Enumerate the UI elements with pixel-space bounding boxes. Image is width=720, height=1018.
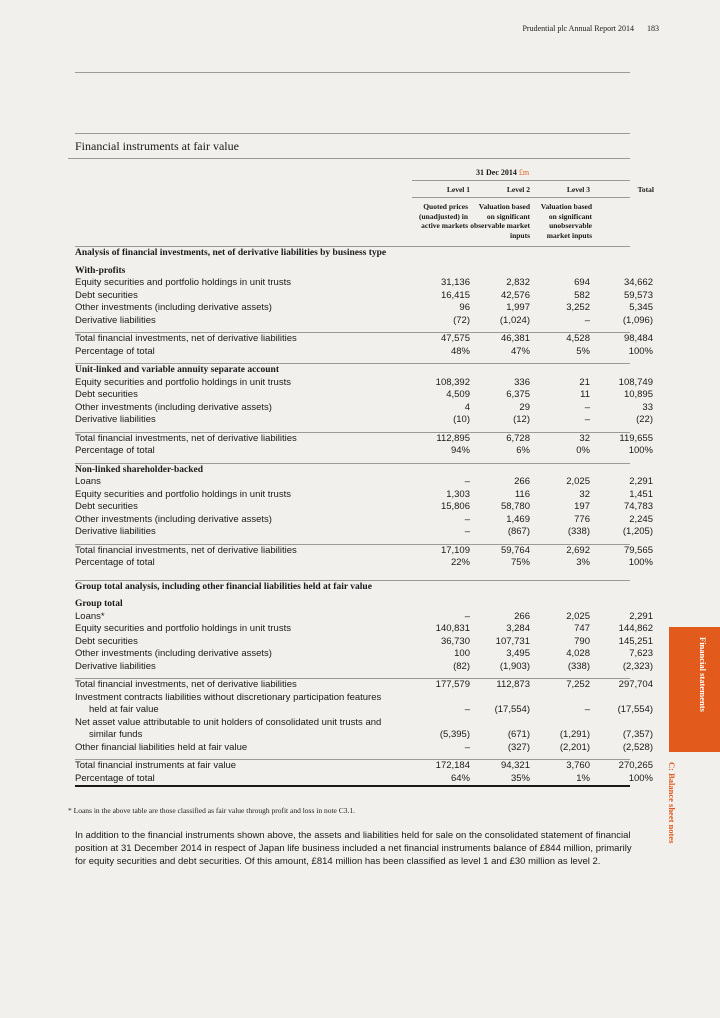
cell-total: 144,862: [618, 623, 653, 634]
footnote: * Loans in the above table are those classified as fair value through profit and loss in note C3.1.: [68, 806, 356, 815]
cell-level2: 2,832: [506, 277, 530, 288]
table-row: [75, 314, 653, 328]
cell-level2: 47%: [510, 345, 530, 357]
col-desc-level2: Valuation based on significant observable market inputs: [470, 202, 530, 240]
cell-level3: 32: [579, 432, 590, 444]
cell-level3: 32: [579, 488, 590, 500]
table-row: [75, 414, 653, 427]
cell-level3: –: [584, 414, 590, 425]
cell-level2: (17,554): [494, 704, 530, 715]
table-row: [75, 623, 653, 636]
cell-total: 100%: [628, 557, 653, 568]
row-label: Percentage of total: [75, 445, 155, 456]
cell-level3: 4,028: [566, 648, 590, 659]
cell-level1: –: [464, 741, 470, 753]
period-divider: [412, 180, 630, 181]
cell-total: 270,265: [618, 760, 653, 771]
row-label: With-profits: [75, 265, 126, 276]
cell-total: (17,554): [617, 704, 653, 715]
row-label: Derivative liabilities: [75, 414, 156, 425]
row-label: Total financial investments, net of derivative liabilities: [75, 432, 297, 444]
cell-total: 98,484: [623, 333, 653, 344]
table-row: [75, 432, 653, 446]
cell-level2: 1,997: [506, 302, 530, 313]
row-label: Equity securities and portfolio holdings in unit trusts: [75, 488, 291, 500]
cell-level3: 790: [574, 635, 590, 647]
cell-level1: 100: [454, 648, 470, 659]
row-label: Other investments (including derivative assets): [75, 401, 272, 413]
row-label: Analysis of financial investments, net of derivative liabilities by business type: [75, 248, 387, 258]
cell-total: 59,573: [623, 289, 653, 301]
table-heading-row: [75, 463, 630, 477]
table-row: [75, 488, 653, 502]
cell-level1: 47,575: [440, 333, 470, 344]
row-label: Total financial investments, net of derivative liabilities: [75, 333, 297, 344]
cell-level3: 0%: [576, 445, 590, 456]
cell-level2: (1,903): [499, 660, 530, 672]
cell-level1: 96: [459, 302, 470, 313]
row-label: Percentage of total: [75, 557, 155, 568]
section-title: Financial instruments at fair value: [75, 139, 239, 153]
cell-level3: 582: [574, 289, 590, 301]
cell-total: 5,345: [629, 302, 653, 313]
tab-financial-statements-label: Financial statements: [698, 637, 708, 712]
cell-level2: 59,764: [500, 544, 530, 556]
cell-level1: –: [464, 513, 470, 525]
header-divider: [75, 72, 630, 73]
table-row: [75, 717, 630, 730]
cell-level1: 17,109: [440, 544, 470, 556]
row-label: Other investments (including derivative assets): [75, 302, 272, 313]
title-divider: [68, 158, 630, 159]
cell-level3: 11: [580, 389, 590, 400]
table-row: [75, 648, 653, 661]
cell-level2: 266: [514, 610, 530, 622]
cell-level1: (5,395): [439, 729, 470, 740]
row-label: Other investments (including derivative assets): [75, 513, 272, 525]
cell-level1: 48%: [450, 345, 470, 357]
cell-level3: 747: [574, 623, 590, 634]
table-row: [75, 389, 653, 402]
cell-level1: –: [464, 476, 470, 487]
table-row: [75, 557, 653, 570]
row-label: Total financial investments, net of derivative liabilities: [75, 544, 297, 556]
cell-level1: 177,579: [435, 679, 470, 690]
row-label: Debt securities: [75, 635, 138, 647]
cell-total: 33: [642, 401, 653, 413]
cell-total: 79,565: [623, 544, 653, 556]
period-unit: £m: [518, 168, 530, 177]
cell-level1: 140,831: [435, 623, 470, 634]
cell-level2: 112,873: [496, 679, 530, 690]
cell-total: 100%: [628, 772, 653, 784]
cell-level2: 94,321: [500, 760, 530, 771]
cell-level2: 3,284: [506, 623, 530, 634]
running-header: [522, 24, 659, 33]
cell-level3: 5%: [576, 345, 590, 357]
cell-total: (2,323): [622, 660, 653, 672]
cell-total: 74,783: [623, 501, 653, 512]
cell-total: (2,528): [622, 741, 653, 753]
cell-level3: 4,528: [566, 333, 590, 344]
table-row: [75, 401, 653, 415]
cell-level1: 36,730: [440, 635, 470, 647]
cell-level1: 112,895: [436, 432, 470, 444]
cell-level1: 94%: [450, 445, 470, 456]
cell-level2: 42,576: [500, 289, 530, 301]
cell-level1: 172,184: [435, 760, 470, 771]
cell-level2: (1,024): [499, 314, 530, 326]
cell-level3: –: [584, 401, 590, 413]
page-number: 183: [647, 24, 659, 33]
row-label: Debt securities: [75, 501, 138, 512]
table-row: [75, 476, 653, 489]
row-label: similar funds: [89, 729, 143, 740]
row-label: Debt securities: [75, 289, 138, 301]
cell-level1: 1,303: [446, 488, 470, 500]
cell-total: 7,623: [629, 648, 653, 659]
cell-level2: 6,375: [506, 389, 530, 400]
col-level1: Level 1: [446, 185, 470, 194]
cell-total: 2,291: [629, 610, 653, 622]
cell-total: 1,451: [629, 488, 653, 500]
table-row: [75, 501, 653, 514]
cell-level1: 4,509: [446, 389, 470, 400]
cell-total: (22): [636, 414, 653, 425]
cell-level2: 6%: [516, 445, 530, 456]
cell-level2: 1,469: [506, 513, 530, 525]
table-row: [75, 302, 653, 315]
table-row: [75, 692, 630, 705]
col-desc-level1: Quoted prices (unadjusted) in active markets: [419, 202, 468, 230]
cell-level3: –: [584, 314, 590, 326]
cell-level2: 107,731: [495, 635, 530, 647]
row-label: Group total analysis, including other financial liabilities held at fair value: [75, 581, 372, 592]
row-label: Debt securities: [75, 389, 138, 400]
table-row: [75, 289, 653, 303]
col-level3: Level 3: [566, 185, 590, 194]
row-label: Group total: [75, 599, 123, 609]
cell-level2: 75%: [510, 557, 530, 568]
row-label: Net asset value attributable to unit holders of consolidated unit trusts and: [75, 716, 382, 728]
table-row: [75, 741, 653, 755]
table-row: [75, 277, 653, 290]
row-label: Equity securities and portfolio holdings in unit trusts: [75, 277, 291, 288]
row-label: Other financial liabilities held at fair value: [75, 741, 248, 753]
cell-level3: 21: [579, 376, 590, 388]
cell-total: 10,895: [623, 389, 653, 400]
fair-value-table: [75, 247, 653, 787]
row-label: Percentage of total: [75, 345, 155, 357]
cell-level1: 108,392: [435, 376, 470, 388]
cell-level3: 694: [574, 277, 590, 288]
row-label: Equity securities and portfolio holdings in unit trusts: [75, 623, 291, 634]
cell-total: 2,291: [629, 476, 653, 487]
cell-level3: (338): [567, 526, 590, 537]
body-paragraph: In addition to the financial instruments shown above, the assets and liabilities held for sale on the consolidated statement of financial position at 31 December 2014 in respect of Japan life business included a net financial instruments balance of £844 million, primarily for equity securities and debt securities. Of this amount, £814 million has been classified as level 1 and £30 million as level 2.: [75, 830, 632, 867]
cell-total: (1,205): [622, 526, 653, 537]
cell-level3: 7,252: [566, 679, 590, 690]
table-row: [75, 759, 653, 773]
table-row: [75, 610, 653, 624]
cell-total: (1,096): [622, 314, 653, 326]
cell-level1: 4: [464, 401, 470, 413]
cell-level1: –: [464, 704, 470, 715]
tab-balance-sheet-notes[interactable]: C: Balance sheet notes: [667, 762, 677, 844]
cell-level2: 58,780: [500, 501, 530, 512]
row-label: Non-linked shareholder-backed: [75, 464, 204, 475]
cell-level1: 64%: [450, 772, 470, 784]
cell-level2: 35%: [510, 772, 530, 784]
cell-level3: (1,291): [559, 729, 590, 740]
cell-level3: (2,201): [559, 741, 590, 753]
row-label: Derivative liabilities: [75, 660, 156, 672]
row-label: Loans*: [75, 610, 105, 622]
table-row: [75, 772, 653, 788]
cell-level3: 1%: [576, 772, 590, 784]
cell-level3: 3,252: [566, 302, 590, 313]
cell-total: 297,704: [618, 679, 653, 690]
table-heading-row: [75, 598, 630, 611]
table-row: [75, 332, 653, 346]
cell-total: 108,749: [618, 376, 653, 388]
cell-level1: (82): [453, 660, 470, 672]
row-label: Other investments (including derivative assets): [75, 648, 272, 659]
cell-level3: 2,025: [566, 610, 590, 622]
section-divider: [75, 133, 630, 134]
period-label: 31 Dec 2014 £m: [476, 168, 530, 177]
cell-total: (7,357): [622, 729, 653, 740]
cell-level3: 776: [574, 513, 590, 525]
cell-level1: (72): [453, 314, 470, 326]
cell-level2: 266: [514, 476, 530, 487]
cell-level1: (10): [453, 414, 470, 425]
tab-financial-statements[interactable]: [669, 627, 720, 752]
cell-level2: (671): [507, 729, 530, 740]
cell-level3: 2,025: [566, 476, 590, 487]
cell-level2: 46,381: [500, 333, 530, 344]
col-total: Total: [637, 185, 654, 194]
row-label: Total financial instruments at fair value: [75, 760, 237, 771]
row-label: Percentage of total: [75, 772, 155, 784]
cell-level2: 336: [514, 376, 530, 388]
cell-total: 2,245: [629, 513, 653, 525]
cell-level2: 116: [514, 488, 530, 500]
cell-total: 100%: [628, 345, 653, 357]
table-heading-row: [75, 580, 630, 594]
col-level2: Level 2: [506, 185, 530, 194]
row-label: Loans: [75, 476, 101, 487]
cell-level2: 6,728: [506, 432, 530, 444]
table-heading-row: [75, 247, 630, 260]
table-row: [75, 660, 653, 674]
cell-level1: –: [464, 610, 470, 622]
cell-level2: 3,495: [506, 648, 530, 659]
table-row: [75, 635, 653, 649]
cell-level3: 3%: [576, 557, 590, 568]
cell-level1: 22%: [450, 557, 470, 568]
table-row: [75, 704, 653, 717]
table-heading-row: [75, 265, 630, 278]
row-label: held at fair value: [89, 704, 159, 715]
row-label: Derivative liabilities: [75, 314, 156, 326]
col-desc-level3: Valuation based on significant unobservable market inputs: [540, 202, 592, 240]
table-row: [75, 544, 653, 558]
table-row: [75, 678, 653, 692]
cell-level3: 2,692: [566, 544, 590, 556]
row-label: Total financial investments, net of derivative liabilities: [75, 679, 297, 690]
table-row: [75, 513, 653, 527]
cell-total: 119,655: [619, 432, 653, 444]
cell-level2: (12): [513, 414, 530, 425]
cell-level3: 197: [574, 501, 590, 512]
cell-level3: –: [584, 704, 590, 715]
cell-level3: 3,760: [566, 760, 590, 771]
cell-level2: (327): [507, 741, 530, 753]
report-title: Prudential plc Annual Report 2014: [522, 24, 634, 33]
table-row: [75, 345, 653, 359]
table-heading-row: [75, 363, 630, 377]
cell-level2: (867): [507, 526, 530, 537]
cell-total: 34,662: [623, 277, 653, 288]
cell-level1: 16,415: [440, 289, 470, 301]
cell-level1: –: [464, 526, 470, 537]
table-row: [75, 526, 653, 539]
colhead-divider: [412, 197, 630, 198]
cell-level1: 31,136: [440, 277, 470, 288]
table-row: [75, 445, 653, 458]
row-label: Equity securities and portfolio holdings in unit trusts: [75, 376, 291, 388]
row-label: Derivative liabilities: [75, 526, 156, 537]
cell-level1: 15,806: [440, 501, 470, 512]
cell-total: 100%: [628, 445, 653, 456]
row-label: Investment contracts liabilities without discretionary participation features: [75, 691, 382, 703]
table-row: [75, 729, 653, 742]
table-row: [75, 376, 653, 390]
cell-level2: 29: [519, 401, 530, 413]
cell-level3: (338): [567, 660, 590, 672]
row-label: Unit-linked and variable annuity separate account: [75, 365, 280, 375]
cell-total: 145,251: [618, 635, 653, 647]
